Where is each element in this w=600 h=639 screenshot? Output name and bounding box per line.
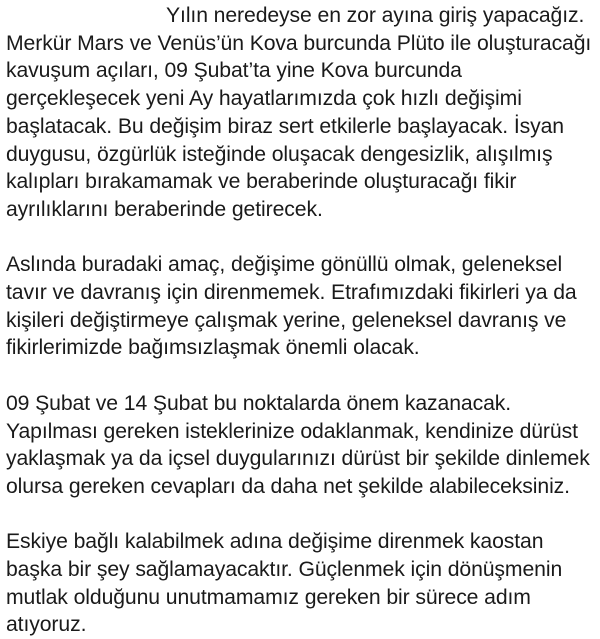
text-line: kalıpları bırakamamak ve beraberinde oluşturacağı fikir — [6, 170, 517, 194]
paragraph-1 — [6, 2, 596, 224]
text-line: mutlak olduğunu unutmamamız gereken bir sürece adım — [6, 585, 531, 609]
text-line: Yılın neredeyse en zor ayına giriş yapacağız. — [166, 4, 585, 27]
text-line: duygusu, özgürlük isteğinde oluşacak dengesizlik, alışılmış — [6, 142, 553, 166]
text-line: atıyoruz. — [6, 613, 87, 637]
text-line: Yapılması gereken isteklerinize odaklanmak, kendinize dürüst — [6, 419, 578, 443]
text-line: Aslında buradaki amaç, değişime gönüllü olmak, geleneksel — [6, 253, 563, 277]
text-line: gerçekleşecek yeni Ay hayatlarımızda çok hızlı değişimi — [6, 87, 522, 111]
text-line: tavır ve davranış için direnmemek. Etrafımızdaki fikirleri ya da — [6, 281, 577, 305]
text-line: ayrılıklarını beraberinde getirecek. — [6, 197, 323, 221]
document-body — [6, 2, 596, 639]
text-line: başlatacak. Bu değişim biraz sert etkilerle başlayacak. İsyan — [6, 114, 564, 138]
text-line: 09 Şubat ve 14 Şubat bu noktalarda önem kazanacak. — [6, 391, 512, 415]
text-line: Eskiye bağlı kalabilmek adına değişime direnmek kaostan — [6, 530, 544, 554]
text-line: Merkür Mars ve Venüs’ün Kova burcunda Plüto ile oluşturacağı — [6, 31, 592, 55]
text-line: yaklaşmak ya da içsel duygularınızı dürüst bir şekilde dinlemek — [6, 447, 590, 471]
text-line: fikirlerimizde bağımsızlaşmak önemli olacak. — [6, 336, 420, 360]
paragraph-4 — [6, 528, 596, 639]
paragraph-2 — [6, 251, 596, 362]
text-line: başka bir şey sağlamayacaktır. Güçlenmek için dönüşmenin — [6, 558, 563, 582]
text-line: kişileri değiştirmeye çalışmak yerine, geleneksel davranış ve — [6, 308, 567, 332]
text-line: olursa gereken cevapları da daha net şekilde alabileceksiniz. — [6, 474, 570, 498]
text-line: kavuşum açıları, 09 Şubat’ta yine Kova burcunda — [6, 59, 462, 83]
paragraph-3 — [6, 390, 596, 501]
